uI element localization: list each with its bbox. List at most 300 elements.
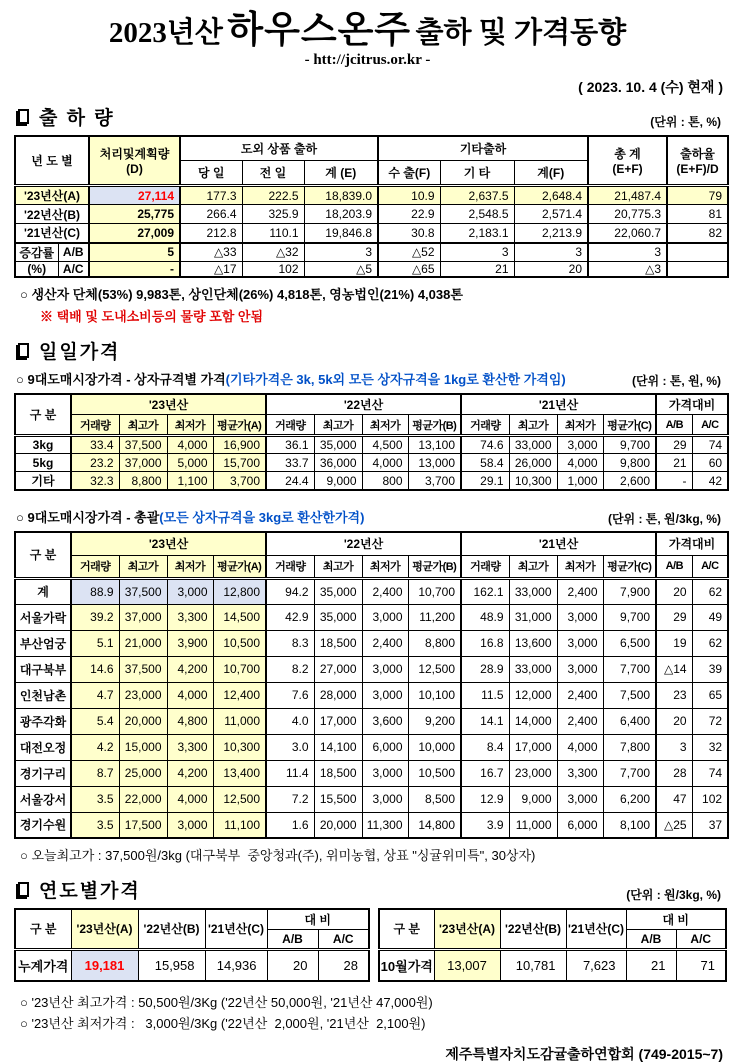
- cell: 14,000: [509, 708, 557, 734]
- cell: 3: [514, 243, 588, 262]
- cell: 9,700: [603, 604, 656, 630]
- cell: 23: [656, 682, 692, 708]
- col-header-gubun: 구 분: [379, 909, 434, 949]
- cell: 4,000: [557, 454, 603, 472]
- col-header-y22: '22년산(B): [138, 909, 205, 949]
- change-row: [15, 261, 728, 277]
- cell: 10.9: [378, 186, 440, 205]
- cell: 2,637.5: [440, 186, 514, 205]
- col-header-y21: '21년산: [461, 394, 656, 415]
- cell: 21,487.4: [588, 186, 667, 205]
- shipment-table: [14, 135, 729, 278]
- cell: 4,000: [167, 436, 213, 454]
- cell: 7,623: [566, 949, 626, 981]
- cell: 15,000: [119, 734, 167, 760]
- section-daily-header: [16, 337, 721, 364]
- cell: 10,700: [408, 578, 461, 604]
- cell: △25: [656, 812, 692, 838]
- cell: 8.3: [266, 630, 314, 656]
- cell: 10,500: [213, 630, 266, 656]
- cell: 17,000: [314, 708, 362, 734]
- cell: 72: [692, 708, 728, 734]
- cell: 88.9: [71, 578, 119, 604]
- cell: 2,648.4: [514, 186, 588, 205]
- cell: 6,000: [362, 734, 408, 760]
- cell: '22년산(B): [15, 205, 89, 224]
- cell: 3,000: [362, 604, 408, 630]
- cell: 74: [692, 760, 728, 786]
- cell: 22,000: [119, 786, 167, 812]
- cell: 5.1: [71, 630, 119, 656]
- cell: 16.7: [461, 760, 509, 786]
- cell: 2,400: [557, 578, 603, 604]
- col-header-sumF: 계(F): [514, 161, 588, 186]
- cell: 8.4: [461, 734, 509, 760]
- cell: A/B: [58, 243, 89, 262]
- cell: 3,000: [362, 656, 408, 682]
- cell: 18,203.9: [304, 205, 378, 224]
- cell: 22.9: [378, 205, 440, 224]
- cell: 94.2: [266, 578, 314, 604]
- cell: 6,000: [557, 812, 603, 838]
- producer-note: ○ 생산자 단체(53%) 9,983톤, 상인단체(26%) 4,818톤, 영농법인(21%) 4,038톤: [20, 286, 463, 302]
- cell: 7,700: [603, 656, 656, 682]
- cell: 10,700: [213, 656, 266, 682]
- cell: 14,100: [314, 734, 362, 760]
- cell: 14,936: [205, 949, 267, 981]
- section-shipment-header: [16, 103, 721, 130]
- col-header-rate: 출하율 (E+F)/D: [667, 136, 728, 186]
- cell: 71: [676, 949, 726, 981]
- cell: 74.6: [461, 436, 509, 454]
- cell: 3: [304, 243, 378, 262]
- cell: 3,000: [167, 812, 213, 838]
- cell: (%): [15, 261, 58, 277]
- cell: 2,548.5: [440, 205, 514, 224]
- cell: 3,300: [167, 734, 213, 760]
- col-header-etc-shipment: 기타출하: [378, 136, 588, 161]
- cell: 12,400: [213, 682, 266, 708]
- cell: 800: [362, 472, 408, 491]
- cell: 32: [692, 734, 728, 760]
- cell: △32: [242, 243, 304, 262]
- cell: 102: [692, 786, 728, 812]
- cell: 28.9: [461, 656, 509, 682]
- cell: 2,400: [362, 578, 408, 604]
- cell: 인천남촌: [15, 682, 71, 708]
- col-header-y22: '22년산(B): [500, 909, 566, 949]
- col-header-low: 최저가: [167, 415, 213, 436]
- cell: 서울강서: [15, 786, 71, 812]
- cell: 8,800: [408, 630, 461, 656]
- cell: △14: [656, 656, 692, 682]
- col-header-other: 기 타: [440, 161, 514, 186]
- col-header-compare: 가격대비: [656, 532, 728, 555]
- cell: 42: [692, 472, 728, 491]
- col-header-avgA: 평균가(A): [213, 555, 266, 578]
- cell: 3,000: [362, 786, 408, 812]
- col-header-y23: '23년산: [71, 532, 266, 555]
- yearly-row: [15, 949, 369, 981]
- cell: 3,000: [557, 436, 603, 454]
- cell: 18,500: [314, 630, 362, 656]
- col-header-gubun: 구 분: [15, 909, 71, 949]
- cell: 11,100: [213, 812, 266, 838]
- cell: 3,000: [557, 786, 603, 812]
- price-by-size-table: [14, 393, 729, 492]
- cell: 37,000: [119, 454, 167, 472]
- price-row: [15, 812, 728, 838]
- price-row: [15, 734, 728, 760]
- cell: 4,000: [362, 454, 408, 472]
- cell: 12,500: [408, 656, 461, 682]
- cell: 경기수원: [15, 812, 71, 838]
- cell: 31,000: [509, 604, 557, 630]
- report-date: ( 2023. 10. 4 (수) 현재 ): [578, 78, 723, 95]
- cell: 17,000: [509, 734, 557, 760]
- cell: 7,900: [603, 578, 656, 604]
- col-header-high: 최고가: [314, 555, 362, 578]
- cell: 266.4: [180, 205, 242, 224]
- price-row: [15, 708, 728, 734]
- cell: 13,007: [434, 949, 500, 981]
- exclusion-note: ※ 택배 및 도내소비등의 물량 포함 안됨: [40, 308, 264, 324]
- cell: 17,500: [119, 812, 167, 838]
- cell: 39.2: [71, 604, 119, 630]
- cell: A/C: [58, 261, 89, 277]
- cell: 3,700: [213, 472, 266, 491]
- today-high-note: ○ 오늘최고가 : 37,500원/3kg (대구북부 중앙청과(주), 위미농협, 상표 "싱귤위미특", 30상자): [20, 848, 536, 864]
- cell: 18,839.0: [304, 186, 378, 205]
- col-header-y21: '21년산: [461, 532, 656, 555]
- cell: 3,000: [167, 578, 213, 604]
- cell: 19,846.8: [304, 224, 378, 243]
- cell: 36.1: [266, 436, 314, 454]
- cell: 3.9: [461, 812, 509, 838]
- cell: 4,200: [167, 760, 213, 786]
- cell: 11,300: [362, 812, 408, 838]
- cell: 27,009: [89, 224, 180, 243]
- cell: [667, 261, 728, 277]
- cell: 2,213.9: [514, 224, 588, 243]
- cell: 13,100: [408, 436, 461, 454]
- cell: 79: [667, 186, 728, 205]
- cell: 23.2: [71, 454, 119, 472]
- shipment-row: [15, 186, 728, 205]
- cell: [667, 243, 728, 262]
- cell: 5kg: [15, 454, 71, 472]
- cell: 3,700: [408, 472, 461, 491]
- cell: 60: [692, 454, 728, 472]
- col-header-prev: 전 일: [242, 161, 304, 186]
- cell: 28: [656, 760, 692, 786]
- col-header-volume: 거래량: [461, 415, 509, 436]
- col-header-export: 수 출(F): [378, 161, 440, 186]
- shipment-row: [15, 224, 728, 243]
- cell: 서울가락: [15, 604, 71, 630]
- title-main: 하우스온주: [227, 9, 412, 50]
- cell: 10,100: [408, 682, 461, 708]
- price-row: [15, 454, 728, 472]
- cell: 9,700: [603, 436, 656, 454]
- cell: 8,800: [119, 472, 167, 491]
- cell: 35,000: [314, 436, 362, 454]
- cell: 3.5: [71, 786, 119, 812]
- cell: △52: [378, 243, 440, 262]
- cell: 26,000: [509, 454, 557, 472]
- cell: 12,500: [213, 786, 266, 812]
- october-price-table: [378, 908, 727, 982]
- col-header-plan: 처리및계획량 (D): [89, 136, 180, 186]
- col-header-low: 최저가: [557, 555, 603, 578]
- col-header-volume: 거래량: [266, 415, 314, 436]
- cell: 58.4: [461, 454, 509, 472]
- col-header-y21: '21년산(C): [205, 909, 267, 949]
- cell: 증감률: [15, 243, 58, 262]
- col-header-low: 최저가: [362, 555, 408, 578]
- cell: 48.9: [461, 604, 509, 630]
- col-header-volume: 거래량: [461, 555, 509, 578]
- col-header-low: 최저가: [167, 555, 213, 578]
- cell: 47: [656, 786, 692, 812]
- cell: 9,200: [408, 708, 461, 734]
- cell: 15,700: [213, 454, 266, 472]
- section-title-daily: 일일가격: [16, 337, 120, 364]
- cell: 11,200: [408, 604, 461, 630]
- cell: 3: [440, 243, 514, 262]
- col-header-avgC: 평균가(C): [603, 555, 656, 578]
- cell: 23,000: [119, 682, 167, 708]
- cell: 27,114: [89, 186, 180, 205]
- cell: 24.4: [266, 472, 314, 491]
- cell: 29: [656, 436, 692, 454]
- cell: 13,600: [509, 630, 557, 656]
- square-bullet-icon: [18, 882, 29, 897]
- cell: 11.5: [461, 682, 509, 708]
- cell: 20: [514, 261, 588, 277]
- col-header-ab: A/B: [267, 929, 318, 949]
- price-row: [15, 630, 728, 656]
- col-header-y21: '21년산(C): [566, 909, 626, 949]
- cell: 11,000: [509, 812, 557, 838]
- cell: 2,400: [557, 682, 603, 708]
- cell: 32.3: [71, 472, 119, 491]
- cell: 8.7: [71, 760, 119, 786]
- cell: 계: [15, 578, 71, 604]
- cell: 33.4: [71, 436, 119, 454]
- price-row: [15, 682, 728, 708]
- col-header-volume: 거래량: [71, 555, 119, 578]
- square-bullet-icon: [18, 109, 29, 124]
- col-header-year: 년 도 별: [15, 136, 89, 186]
- cumulative-price-table: [14, 908, 370, 982]
- title-suffix: 출하 및 가격동향: [415, 17, 627, 49]
- cell: 222.5: [242, 186, 304, 205]
- col-header-avgA: 평균가(A): [213, 415, 266, 436]
- cell: 23,000: [509, 760, 557, 786]
- cell: 177.3: [180, 186, 242, 205]
- cell: -: [656, 472, 692, 491]
- cell: 10,781: [500, 949, 566, 981]
- col-header-y23: '23년산(A): [71, 909, 138, 949]
- cell: 6,500: [603, 630, 656, 656]
- cell: 30.8: [378, 224, 440, 243]
- cell: 102: [242, 261, 304, 277]
- cell: 3,000: [557, 604, 603, 630]
- cell: 13,000: [408, 454, 461, 472]
- cell: 16.8: [461, 630, 509, 656]
- col-header-high: 최고가: [509, 555, 557, 578]
- cell: 20,000: [119, 708, 167, 734]
- cell: 20: [656, 708, 692, 734]
- cell: 37,500: [119, 578, 167, 604]
- cell: 162.1: [461, 578, 509, 604]
- col-header-high: 최고가: [119, 555, 167, 578]
- cell: 9,000: [314, 472, 362, 491]
- col-header-gubun: 구 분: [15, 394, 71, 436]
- col-header-total: 총 계 (E+F): [588, 136, 667, 186]
- cell: 2,400: [362, 630, 408, 656]
- cell: △5: [304, 261, 378, 277]
- cell: 62: [692, 630, 728, 656]
- cell: 8,100: [603, 812, 656, 838]
- cell: 25,775: [89, 205, 180, 224]
- cell: 4,000: [167, 786, 213, 812]
- price-row: [15, 472, 728, 491]
- cell: 1,100: [167, 472, 213, 491]
- cell: 37,000: [119, 604, 167, 630]
- price-row: [15, 604, 728, 630]
- cell: 16,900: [213, 436, 266, 454]
- cell: 14,800: [408, 812, 461, 838]
- min-price-note: ○ '23년산 최저가격 : 3,000원/3Kg ('22년산 2,000원, '21년산 2,100원): [20, 1016, 426, 1032]
- cell: 대구북부: [15, 656, 71, 682]
- max-price-note: ○ '23년산 최고가격 : 50,500원/3Kg ('22년산 50,000원, '21년산 47,000원): [20, 995, 433, 1011]
- cell: 6,400: [603, 708, 656, 734]
- cell: 9,000: [509, 786, 557, 812]
- col-header-low: 최저가: [362, 415, 408, 436]
- col-header-low: 최저가: [557, 415, 603, 436]
- cell: 7,800: [603, 734, 656, 760]
- section-title-shipment: 출 하 량: [16, 103, 115, 130]
- cell: '23년산(A): [15, 186, 89, 205]
- title-prefix: 2023년산: [108, 17, 223, 49]
- cell: 10,500: [408, 760, 461, 786]
- cell: 4,200: [167, 656, 213, 682]
- cell: 5.4: [71, 708, 119, 734]
- cell: 11,000: [213, 708, 266, 734]
- cell: 33,000: [509, 578, 557, 604]
- col-header-volume: 거래량: [71, 415, 119, 436]
- col-header-y22: '22년산: [266, 394, 461, 415]
- price-row: [15, 578, 728, 604]
- cell: 14.6: [71, 656, 119, 682]
- cell: 212.8: [180, 224, 242, 243]
- cell: 19,181: [71, 949, 138, 981]
- cell: 3,000: [557, 630, 603, 656]
- cell: 42.9: [266, 604, 314, 630]
- cell: 부산엄궁: [15, 630, 71, 656]
- cell: △65: [378, 261, 440, 277]
- section-title-yearly: 연도별가격: [16, 876, 141, 903]
- price-overall-table: [14, 531, 729, 839]
- cell: 3,000: [557, 656, 603, 682]
- col-header-ac: A/C: [692, 555, 728, 578]
- cell: 12.9: [461, 786, 509, 812]
- cell: 누계가격: [15, 949, 71, 981]
- unit-label: (단위 : 톤, %): [650, 114, 721, 129]
- col-header-ab: A/B: [656, 415, 692, 436]
- cell: 3,600: [362, 708, 408, 734]
- report-title: [0, 10, 735, 51]
- col-header-avgB: 평균가(B): [408, 555, 461, 578]
- cell: 37,500: [119, 436, 167, 454]
- overall-caption: ○ 9대도매시장가격 - 총괄(모든 상자규격을 3kg로 환산한가격): [16, 510, 365, 526]
- cell: 13,400: [213, 760, 266, 786]
- cell: 3,900: [167, 630, 213, 656]
- cell: 25,000: [119, 760, 167, 786]
- cell: 4.0: [266, 708, 314, 734]
- report-url: - htt://jcitrus.or.kr -: [304, 51, 431, 68]
- cell: 65: [692, 682, 728, 708]
- cell: 8.2: [266, 656, 314, 682]
- yearly-tables: [0, 908, 735, 982]
- price-row: [15, 786, 728, 812]
- cell: 20,000: [314, 812, 362, 838]
- col-header-y22: '22년산: [266, 532, 461, 555]
- cell: 4.2: [71, 734, 119, 760]
- cell: 21,000: [119, 630, 167, 656]
- cell: 22,060.7: [588, 224, 667, 243]
- cell: 74: [692, 436, 728, 454]
- shipment-row: [15, 205, 728, 224]
- cell: 39: [692, 656, 728, 682]
- cell: -: [89, 261, 180, 277]
- col-header-ac: A/C: [676, 929, 726, 949]
- cell: 9,800: [603, 454, 656, 472]
- cell: △33: [180, 243, 242, 262]
- cell: 28: [318, 949, 369, 981]
- cell: 21: [626, 949, 676, 981]
- cell: 4.7: [71, 682, 119, 708]
- col-header-avgC: 평균가(C): [603, 415, 656, 436]
- price-row: [15, 760, 728, 786]
- cell: 2,600: [603, 472, 656, 491]
- cell: 1,000: [557, 472, 603, 491]
- cell: 27,000: [314, 656, 362, 682]
- cell: △3: [588, 261, 667, 277]
- cell: 35,000: [314, 604, 362, 630]
- cell: 21: [656, 454, 692, 472]
- price-row: [15, 656, 728, 682]
- yearly-row: [379, 949, 726, 981]
- col-header-sumE: 계 (E): [304, 161, 378, 186]
- cell: 33.7: [266, 454, 314, 472]
- unit-label: (단위 : 톤, 원/3kg, %): [607, 512, 721, 527]
- cell: 20: [656, 578, 692, 604]
- col-header-y23: '23년산(A): [434, 909, 500, 949]
- cell: 10,000: [408, 734, 461, 760]
- cell: 33,000: [509, 656, 557, 682]
- cell: 36,000: [314, 454, 362, 472]
- col-header-high: 최고가: [119, 415, 167, 436]
- cell: 82: [667, 224, 728, 243]
- cell: 2,400: [557, 708, 603, 734]
- cell: 4,000: [167, 682, 213, 708]
- cell: 12,000: [509, 682, 557, 708]
- cell: 20: [267, 949, 318, 981]
- cell: 5,000: [167, 454, 213, 472]
